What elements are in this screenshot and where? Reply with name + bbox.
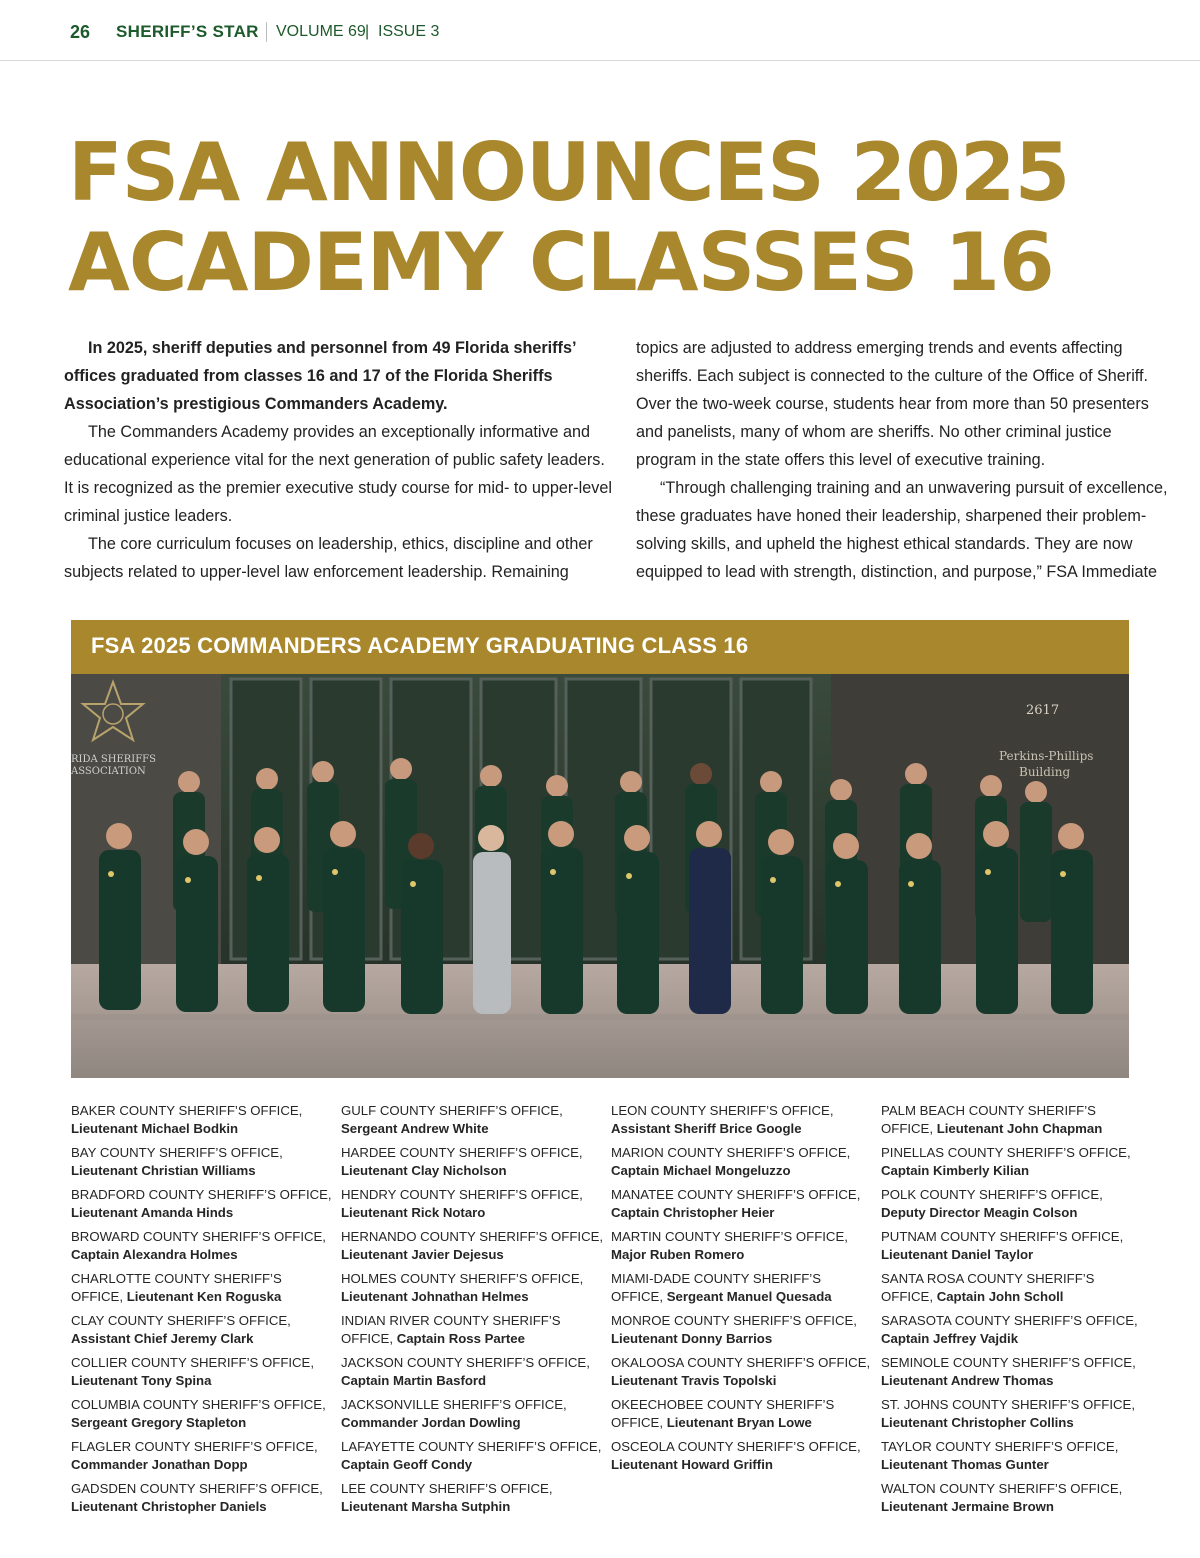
graduate-name: Lieutenant Howard Griffin [611, 1457, 773, 1472]
graduate-name: Captain John Scholl [936, 1289, 1064, 1304]
graduate-name: Lieutenant Amanda Hinds [71, 1205, 234, 1220]
running-header [0, 0, 1200, 61]
volume-issue-separator: | [365, 23, 370, 40]
agency-name: PALM BEACH COUNTY SHERIFF’S [881, 1103, 1096, 1118]
roster-entry [341, 1480, 603, 1516]
sign-org-line-2: ASSOCIATION [71, 766, 146, 777]
agency-name-cont: OFFICE, [71, 1289, 124, 1304]
agency-name-cont: OFFICE, [881, 1121, 934, 1136]
graduate-name: Sergeant Andrew White [341, 1121, 489, 1136]
graduate-name: Lieutenant Johnathan Helmes [341, 1289, 529, 1304]
roster-entry [71, 1144, 333, 1180]
roster-entry [71, 1102, 333, 1138]
graduate-name: Captain Ross Partee [396, 1331, 525, 1346]
agency-name: GADSDEN COUNTY SHERIFF’S OFFICE, [71, 1481, 323, 1496]
agency-name: GULF COUNTY SHERIFF’S OFFICE, [341, 1103, 563, 1118]
agency-name: PUTNAM COUNTY SHERIFF’S OFFICE, [881, 1229, 1124, 1244]
roster-entry [881, 1312, 1143, 1348]
graduate-name: Lieutenant Bryan Lowe [666, 1415, 812, 1430]
roster-column-4 [881, 1102, 1143, 1522]
magazine-name: SHERIFF’S STAR [116, 22, 259, 41]
agency-name: MANATEE COUNTY SHERIFF’S OFFICE, [611, 1187, 861, 1202]
roster-entry [71, 1270, 333, 1306]
issue-label: ISSUE 3 [378, 23, 440, 40]
agency-name: LAFAYETTE COUNTY SHERIFF’S OFFICE, [341, 1439, 602, 1454]
roster-entry [611, 1438, 873, 1474]
graduate-name: Lieutenant Michael Bodkin [71, 1121, 239, 1136]
graduate-name: Lieutenant Rick Notaro [341, 1205, 486, 1220]
agency-name: CLAY COUNTY SHERIFF’S OFFICE, [71, 1313, 291, 1328]
agency-name-cont: OFFICE, [341, 1331, 394, 1346]
roster-entry [341, 1102, 603, 1138]
roster-entry [881, 1186, 1143, 1222]
roster-entry [881, 1228, 1143, 1264]
building-name-line-1: Perkins-Phillips [999, 749, 1094, 763]
photo-banner-title: FSA 2025 COMMANDERS ACADEMY GRADUATING CLASS 16 [91, 633, 749, 658]
graduate-name: Captain Michael Mongeluzzo [611, 1163, 791, 1178]
graduate-name: Lieutenant Christian Williams [71, 1163, 256, 1178]
agency-name: JACKSONVILLE SHERIFF’S OFFICE, [341, 1397, 567, 1412]
title-line-2: ACADEMY CLASSES 16 [68, 216, 1054, 309]
graduate-name: Lieutenant Donny Barrios [611, 1331, 773, 1346]
volume-label: VOLUME 69 [276, 23, 366, 40]
roster-entry [611, 1396, 873, 1432]
roster-entry [341, 1438, 603, 1474]
graduate-name: Commander Jordan Dowling [341, 1415, 521, 1430]
agency-name: MIAMI-DADE COUNTY SHERIFF’S [611, 1271, 822, 1286]
graduate-name: Lieutenant Daniel Taylor [881, 1247, 1034, 1262]
agency-name: BAY COUNTY SHERIFF’S OFFICE, [71, 1145, 283, 1160]
agency-name: HOLMES COUNTY SHERIFF’S OFFICE, [341, 1271, 584, 1286]
agency-name: SANTA ROSA COUNTY SHERIFF’S [881, 1271, 1095, 1286]
roster-entry [611, 1312, 873, 1348]
graduate-name: Captain Alexandra Holmes [71, 1247, 238, 1262]
roster-entry [341, 1270, 603, 1306]
graduate-name: Deputy Director Meagin Colson [881, 1205, 1078, 1220]
graduate-name: Lieutenant Christopher Daniels [71, 1499, 267, 1514]
roster-entry [881, 1396, 1143, 1432]
body-column-right [636, 334, 1172, 586]
roster-entry [71, 1186, 333, 1222]
roster-entry [71, 1312, 333, 1348]
body-paragraph: The Commanders Academy provides an exceptionally informative and educational experience vital for the next generation of public safety leaders. It is recognized as the premier executive study course for mid- to upper-level criminal justice leaders. [64, 423, 612, 525]
agency-name: OKEECHOBEE COUNTY SHERIFF’S [611, 1397, 835, 1412]
quote-paragraph: “Through challenging training and an unwavering pursuit of excellence, these graduates have honed their leadership, sharpened their problem-solving skills, and upheld the highest ethical standards. They are now equipped to lead with strength, distinction, and purpose,” FSA Immediate [636, 479, 1168, 581]
roster-entry [341, 1228, 603, 1264]
agency-name: HERNANDO COUNTY SHERIFF’S OFFICE, [341, 1229, 604, 1244]
roster-entry [341, 1144, 603, 1180]
roster-entry [881, 1354, 1143, 1390]
agency-name: COLLIER COUNTY SHERIFF’S OFFICE, [71, 1355, 315, 1370]
agency-name: MARION COUNTY SHERIFF’S OFFICE, [611, 1145, 851, 1160]
graduate-name: Lieutenant Jermaine Brown [881, 1499, 1054, 1514]
graduate-name: Sergeant Gregory Stapleton [71, 1415, 247, 1430]
group-photo-illustration [71, 674, 1129, 1078]
body-column-left [64, 334, 612, 586]
header-divider [266, 22, 267, 42]
roster-entry [71, 1438, 333, 1474]
roster-entry [341, 1396, 603, 1432]
roster-entry [71, 1228, 333, 1264]
roster-entry [71, 1480, 333, 1516]
roster-entry [71, 1396, 333, 1432]
body-paragraph: The core curriculum focuses on leadership, ethics, discipline and other subjects related to upper-level law enforcement leadership. Remaining [64, 535, 593, 581]
roster-column-2 [341, 1102, 603, 1522]
agency-name: PINELLAS COUNTY SHERIFF’S OFFICE, [881, 1145, 1131, 1160]
article-title [68, 128, 1193, 308]
graduate-name: Commander Jonathan Dopp [71, 1457, 248, 1472]
agency-name: OKALOOSA COUNTY SHERIFF’S OFFICE, [611, 1355, 871, 1370]
building-name-line-2: Building [1019, 765, 1071, 779]
graduate-name: Sergeant Manuel Quesada [666, 1289, 832, 1304]
roster-column-1 [71, 1102, 333, 1522]
graduate-name: Assistant Sheriff Brice Google [611, 1121, 802, 1136]
agency-name: LEE COUNTY SHERIFF’S OFFICE, [341, 1481, 553, 1496]
roster-entry [881, 1144, 1143, 1180]
graduate-name: Captain Jeffrey Vajdik [881, 1331, 1019, 1346]
agency-name: BAKER COUNTY SHERIFF’S OFFICE, [71, 1103, 303, 1118]
agency-name: WALTON COUNTY SHERIFF’S OFFICE, [881, 1481, 1123, 1496]
agency-name: ST. JOHNS COUNTY SHERIFF’S OFFICE, [881, 1397, 1135, 1412]
roster-entry [341, 1354, 603, 1390]
agency-name-cont: OFFICE, [611, 1289, 664, 1304]
building-number: 2617 [1026, 703, 1060, 718]
agency-name: TAYLOR COUNTY SHERIFF’S OFFICE, [881, 1439, 1119, 1454]
agency-name: HENDRY COUNTY SHERIFF’S OFFICE, [341, 1187, 583, 1202]
body-paragraph: topics are adjusted to address emerging trends and events affecting sheriffs. Each subject is connected to the culture of the Office of Sheriff. Over the two-week course, students hear from more than 50 presenters and panelists, many of whom are sheriffs. No other criminal justice program in the state offers this level of executive training. [636, 339, 1149, 469]
class-group-photo [71, 674, 1129, 1078]
graduate-name: Captain Kimberly Kilian [881, 1163, 1030, 1178]
agency-name-cont: OFFICE, [611, 1415, 664, 1430]
graduate-name: Captain Geoff Condy [341, 1457, 473, 1472]
graduate-name: Captain Christopher Heier [611, 1205, 775, 1220]
roster-entry [611, 1228, 873, 1264]
agency-name: MONROE COUNTY SHERIFF’S OFFICE, [611, 1313, 857, 1328]
roster-entry [611, 1102, 873, 1138]
agency-name: COLUMBIA COUNTY SHERIFF’S OFFICE, [71, 1397, 326, 1412]
agency-name: CHARLOTTE COUNTY SHERIFF’S [71, 1271, 282, 1286]
roster-entry [341, 1186, 603, 1222]
roster-entry [881, 1480, 1143, 1516]
roster-entry [881, 1102, 1143, 1138]
graduate-name: Lieutenant Andrew Thomas [881, 1373, 1054, 1388]
agency-name: MARTIN COUNTY SHERIFF’S OFFICE, [611, 1229, 848, 1244]
graduate-name: Lieutenant John Chapman [936, 1121, 1103, 1136]
sign-org-line-1: RIDA SHERIFFS [71, 754, 156, 765]
roster-entry [611, 1270, 873, 1306]
photo-banner [71, 620, 1129, 674]
agency-name: POLK COUNTY SHERIFF’S OFFICE, [881, 1187, 1103, 1202]
agency-name: INDIAN RIVER COUNTY SHERIFF’S [341, 1313, 561, 1328]
graduate-name: Lieutenant Christopher Collins [881, 1415, 1074, 1430]
roster-column-3 [611, 1102, 873, 1480]
graduate-name: Major Ruben Romero [611, 1247, 745, 1262]
roster-entry [881, 1270, 1143, 1306]
page-number: 26 [70, 22, 91, 42]
lead-paragraph: In 2025, sheriff deputies and personnel from 49 Florida sheriffs’ offices graduated from classes 16 and 17 of the Florida Sheriffs Association’s prestigious Commanders Academy. [64, 339, 576, 413]
graduate-name: Lieutenant Marsha Sutphin [341, 1499, 511, 1514]
agency-name: LEON COUNTY SHERIFF’S OFFICE, [611, 1103, 834, 1118]
graduate-name: Lieutenant Clay Nicholson [341, 1163, 507, 1178]
agency-name: JACKSON COUNTY SHERIFF’S OFFICE, [341, 1355, 590, 1370]
graduate-name: Lieutenant Ken Roguska [126, 1289, 282, 1304]
agency-name: OSCEOLA COUNTY SHERIFF’S OFFICE, [611, 1439, 861, 1454]
roster-entry [611, 1354, 873, 1390]
graduate-name: Captain Martin Basford [341, 1373, 487, 1388]
agency-name: BRADFORD COUNTY SHERIFF’S OFFICE, [71, 1187, 332, 1202]
graduate-name: Lieutenant Travis Topolski [611, 1373, 777, 1388]
title-line-1: FSA ANNOUNCES 2025 [68, 126, 1070, 219]
graduate-name: Lieutenant Tony Spina [71, 1373, 212, 1388]
agency-name: SARASOTA COUNTY SHERIFF’S OFFICE, [881, 1313, 1138, 1328]
agency-name: HARDEE COUNTY SHERIFF’S OFFICE, [341, 1145, 583, 1160]
roster-entry [341, 1312, 603, 1348]
graduate-name: Lieutenant Thomas Gunter [881, 1457, 1049, 1472]
agency-name: SEMINOLE COUNTY SHERIFF’S OFFICE, [881, 1355, 1136, 1370]
roster-entry [71, 1354, 333, 1390]
agency-name: BROWARD COUNTY SHERIFF’S OFFICE, [71, 1229, 326, 1244]
roster-entry [611, 1144, 873, 1180]
roster-entry [611, 1186, 873, 1222]
roster-entry [881, 1438, 1143, 1474]
graduate-name: Assistant Chief Jeremy Clark [71, 1331, 254, 1346]
agency-name: FLAGLER COUNTY SHERIFF’S OFFICE, [71, 1439, 318, 1454]
agency-name-cont: OFFICE, [881, 1289, 934, 1304]
graduate-name: Lieutenant Javier Dejesus [341, 1247, 504, 1262]
